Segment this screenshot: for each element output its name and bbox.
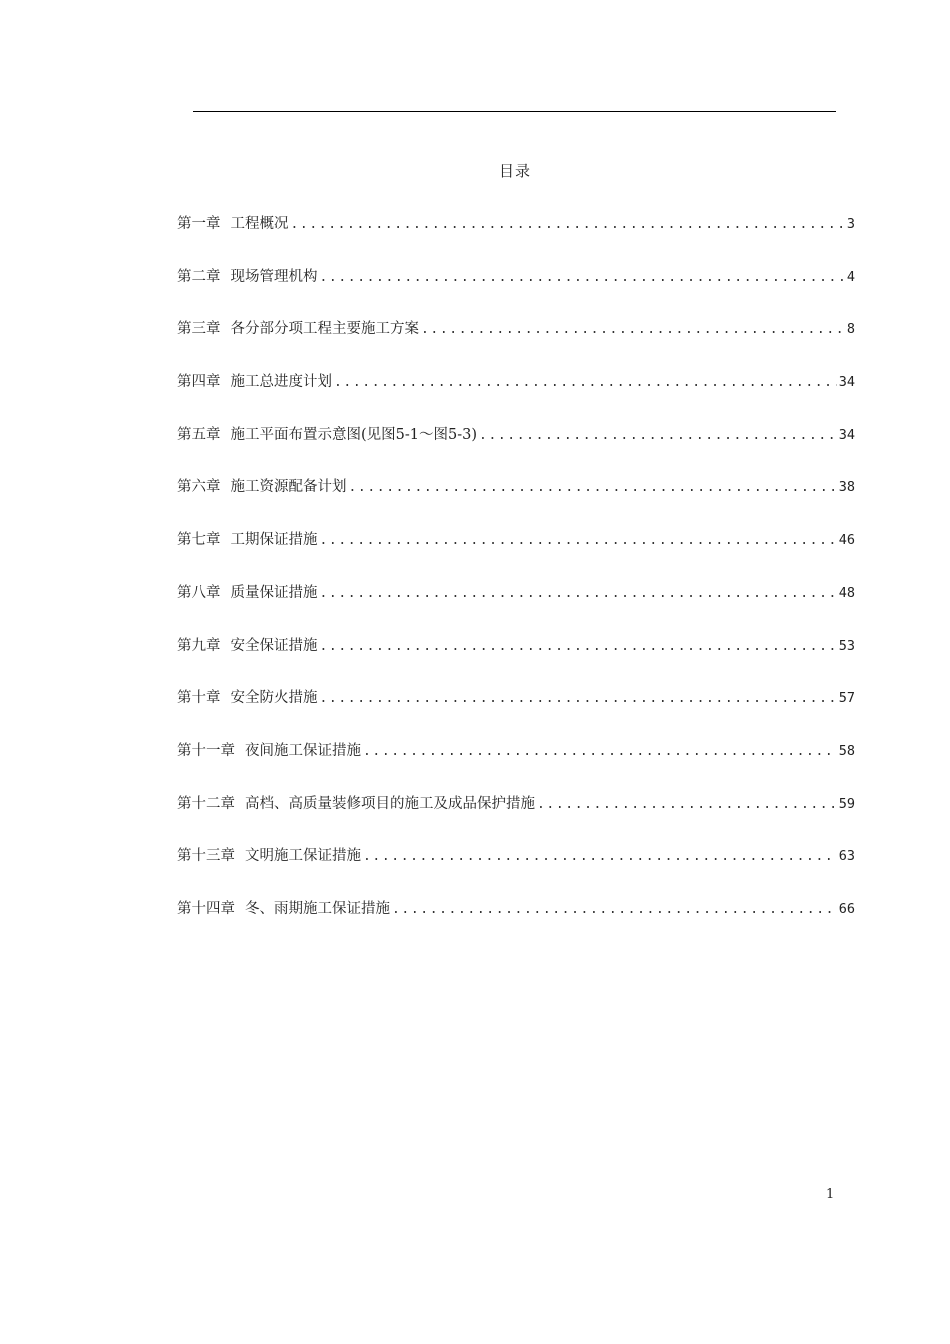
toc-entry-title: 冬、雨期施工保证措施 [245,900,390,917]
toc-page-number: 3 [846,216,855,232]
toc-chapter: 第一章 [177,216,221,232]
toc-leader-dots [349,480,837,495]
toc-entry-3[interactable] [177,317,855,370]
toc-leader-dots [334,375,837,390]
toc-leader-dots [320,533,837,548]
toc-page-number: 57 [838,690,855,707]
toc-page-number: 46 [838,532,855,549]
page-number: 1 [826,1187,835,1202]
toc-leader-dots [320,639,837,654]
toc-entry-1[interactable] [177,212,855,265]
toc-entry-title: 现场管理机构 [230,268,318,285]
toc-chapter: 第三章 [177,321,221,338]
toc-leader-dots [537,797,837,812]
toc-chapter: 第九章 [177,637,221,654]
table-of-contents [177,212,855,950]
toc-page-number: 38 [838,479,855,496]
toc-leader-dots [363,849,837,864]
toc-chapter: 第五章 [177,426,221,443]
toc-entry-6[interactable] [177,475,855,528]
toc-entry-title: 文明施工保证措施 [245,848,361,865]
toc-entry-title: 工期保证措施 [230,532,318,549]
toc-page-number: 8 [846,321,855,338]
toc-chapter: 第十二章 [177,795,235,812]
toc-entry-13[interactable] [177,844,855,897]
toc-chapter: 第十章 [177,690,221,707]
toc-chapter: 第十四章 [177,900,235,917]
header-rule [193,111,836,112]
toc-leader-dots [291,217,845,232]
toc-entry-title: 夜间施工保证措施 [245,742,361,759]
toc-chapter: 第十一章 [177,742,235,759]
toc-entry-9[interactable] [177,634,855,687]
toc-entry-8[interactable] [177,581,855,634]
toc-leader-dots [479,428,837,443]
toc-entry-title: 施工平面布置示意图(见图5-1～图5-3) [230,426,478,443]
toc-page-number: 34 [838,426,855,443]
toc-page-number: 53 [838,637,855,654]
toc-entry-5[interactable] [177,423,855,476]
toc-entry-2[interactable] [177,265,855,318]
toc-entry-title: 高档、高质量装修项目的施工及成品保护措施 [245,795,535,812]
toc-page-number: 66 [838,900,855,917]
toc-page-number: 63 [838,848,855,865]
toc-entry-title: 施工总进度计划 [230,374,332,391]
toc-entry-title: 各分部分项工程主要施工方案 [230,321,419,338]
toc-leader-dots [421,322,845,337]
toc-page-number: 48 [838,584,855,601]
toc-entry-12[interactable] [177,792,855,845]
toc-page-number: 4 [846,268,855,285]
toc-leader-dots [320,586,837,601]
toc-entry-11[interactable] [177,739,855,792]
toc-leader-dots [320,691,837,706]
toc-entry-title: 质量保证措施 [230,584,318,601]
toc-chapter: 第六章 [177,479,221,496]
toc-leader-dots [363,744,837,759]
toc-entry-10[interactable] [177,686,855,739]
toc-chapter: 第八章 [177,584,221,601]
toc-leader-dots [392,902,837,917]
toc-chapter: 第二章 [177,268,221,285]
toc-entry-title: 安全防火措施 [230,690,318,707]
toc-page-number: 59 [838,795,855,812]
toc-chapter: 第四章 [177,374,221,391]
toc-entry-14[interactable] [177,897,855,950]
toc-entry-title: 安全保证措施 [230,637,318,654]
toc-entry-title: 施工资源配备计划 [230,479,347,496]
toc-page-number: 58 [838,742,855,759]
toc-leader-dots [320,270,845,285]
toc-page-number: 34 [838,374,855,391]
toc-entry-7[interactable] [177,528,855,581]
toc-title: 目录 [498,162,531,180]
toc-chapter: 第七章 [177,532,221,549]
toc-entry-4[interactable] [177,370,855,423]
toc-chapter: 第十三章 [177,848,235,865]
toc-entry-title: 工程概况 [230,216,289,232]
